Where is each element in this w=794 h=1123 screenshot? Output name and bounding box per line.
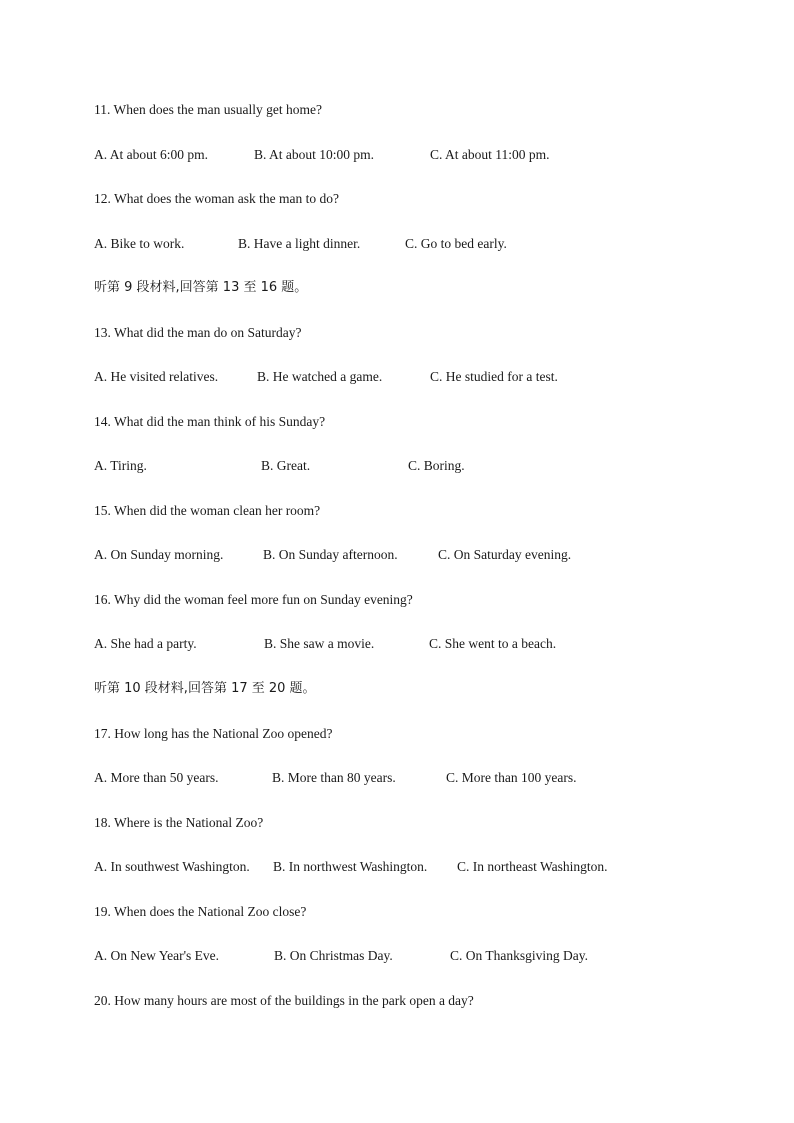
option-b: B. Have a light dinner. (238, 236, 361, 251)
option-c: C. More than 100 years. (446, 770, 577, 785)
option-c: C. She went to a beach. (429, 636, 557, 651)
question-14: 14. What did the man think of his Sunday? (94, 414, 326, 429)
option-c: C. At about 11:00 pm. (430, 147, 550, 162)
question-15: 15. When did the woman clean her room? (94, 503, 321, 518)
question-11: 11. When does the man usually get home? (94, 102, 322, 117)
option-a: A. At about 6:00 pm. (94, 147, 208, 162)
option-a: A. On New Year's Eve. (94, 948, 220, 963)
option-b: B. On Christmas Day. (274, 948, 393, 963)
option-a: A. On Sunday morning. (94, 547, 224, 562)
question-18: 18. Where is the National Zoo? (94, 815, 264, 830)
option-a: A. More than 50 years. (94, 770, 219, 785)
option-c: C. Boring. (408, 458, 465, 473)
question-17: 17. How long has the National Zoo opened? (94, 726, 333, 741)
option-c: C. On Saturday evening. (438, 547, 572, 562)
option-b: B. On Sunday afternoon. (263, 547, 398, 562)
question-20: 20. How many hours are most of the buildings in the park open a day? (94, 993, 474, 1008)
option-b: B. More than 80 years. (272, 770, 396, 785)
option-b: B. He watched a game. (257, 369, 383, 384)
question-13: 13. What did the man do on Saturday? (94, 325, 302, 340)
question-16: 16. Why did the woman feel more fun on Sunday evening? (94, 592, 413, 607)
question-19: 19. When does the National Zoo close? (94, 904, 307, 919)
option-a: A. She had a party. (94, 636, 197, 651)
option-b: B. At about 10:00 pm. (254, 147, 375, 162)
option-a: A. In southwest Washington. (94, 859, 250, 874)
option-b: B. In northwest Washington. (273, 859, 428, 874)
section-heading-10: 听第 10 段材料,回答第 17 至 20 题。 (94, 681, 316, 696)
option-a: A. He visited relatives. (94, 369, 219, 384)
option-b: B. She saw a movie. (264, 636, 375, 651)
option-c: C. Go to bed early. (405, 236, 507, 251)
section-heading-9: 听第 9 段材料,回答第 13 至 16 题。 (94, 280, 308, 295)
option-c: C. In northeast Washington. (457, 859, 608, 874)
option-c: C. He studied for a test. (430, 369, 558, 384)
question-12: 12. What does the woman ask the man to do? (94, 191, 339, 206)
option-a: A. Bike to work. (94, 236, 185, 251)
option-a: A. Tiring. (94, 458, 147, 473)
option-c: C. On Thanksgiving Day. (450, 948, 588, 963)
option-b: B. Great. (261, 458, 311, 473)
